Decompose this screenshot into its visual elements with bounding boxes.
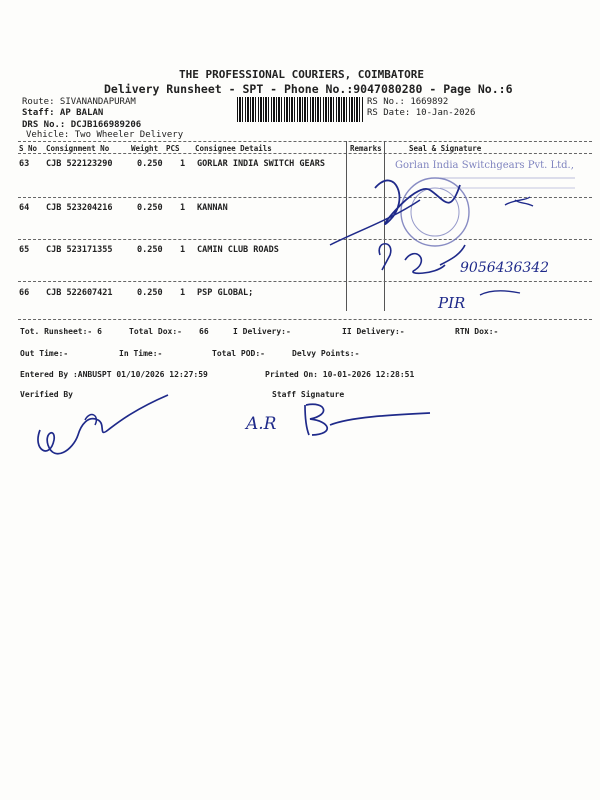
in-time: In Time:- (119, 349, 163, 358)
col-seal: Seal & Signature (409, 144, 482, 153)
rs-number: RS No.: 1669892 (367, 97, 449, 107)
runsheet-subtitle: Delivery Runsheet - SPT - Phone No.:9047080280 - Page No.:6 (104, 82, 513, 96)
receiver-signature-marks (320, 160, 590, 320)
vehicle-label: Vehicle: Two Wheeler Delivery (26, 130, 184, 140)
row-consignee: KANNAN (197, 203, 228, 213)
route-label: Route: SIVANANDAPURAM (22, 97, 136, 107)
staff-label: Staff: AP BALAN (22, 108, 104, 118)
row-sno: 66 (19, 288, 30, 298)
row-consignment: CJB 523204216 (46, 203, 113, 213)
col-weight: Weight (131, 144, 159, 153)
staff-initials: A.R (246, 414, 277, 434)
col-pcs: PCS (166, 144, 180, 153)
delvy-points: Delvy Points:- (292, 349, 360, 358)
rtn-dox: RTN Dox:- (455, 327, 499, 336)
staff-signature-label: Staff Signature (272, 390, 345, 399)
row-sno: 65 (19, 245, 30, 255)
tot-runsheet: Tot. Runsheet:- 6 (20, 327, 102, 336)
handwritten-phone: 9056436342 (460, 260, 550, 276)
row-weight: 0.250 (137, 288, 163, 298)
drs-number: DRS No.: DCJB166989206 (22, 120, 142, 130)
col-sno: S No (19, 144, 38, 153)
i-delivery: I Delivery:- (233, 327, 291, 336)
out-time: Out Time:- (20, 349, 69, 358)
barcode (237, 97, 364, 122)
col-remarks: Remarks (350, 144, 382, 153)
row-consignment: CJB 523171355 (46, 245, 113, 255)
row-pcs: 1 (180, 245, 186, 255)
row-weight: 0.250 (137, 159, 163, 169)
stamp-company-line: Gorlan India Switchgears Pvt. Ltd., (395, 160, 574, 171)
row-pcs: 1 (180, 288, 186, 298)
table-top-rule (18, 141, 592, 142)
col-consignee: Consignee Details (195, 144, 272, 153)
row-consignee: PSP GLOBAL; (197, 288, 254, 298)
row-consignee: GORLAR INDIA SWITCH GEARS (197, 159, 325, 169)
verified-by-label: Verified By (20, 390, 73, 399)
row-weight: 0.250 (137, 203, 163, 213)
row-weight: 0.250 (137, 245, 163, 255)
total-dox-label: Total Dox:- (129, 327, 182, 336)
row-consignment: CJB 522607421 (46, 288, 113, 298)
row-consignee: CAMIN CLUB ROADS (197, 245, 279, 255)
total-pod: Total POD:- (212, 349, 265, 358)
total-dox-value: 66 (199, 327, 209, 336)
ii-delivery: II Delivery:- (342, 327, 405, 336)
staff-signature (240, 395, 440, 445)
row-sno: 64 (19, 203, 30, 213)
handwritten-pr-note: PIR (438, 294, 466, 312)
row-sno: 63 (19, 159, 30, 169)
row-consignment: CJB 522123290 (46, 159, 113, 169)
company-title: THE PROFESSIONAL COURIERS, COIMBATORE (179, 68, 425, 81)
row-pcs: 1 (180, 159, 186, 169)
entered-by: Entered By :ANBUSPT 01/10/2026 12:27:59 (20, 370, 208, 379)
printed-on: Printed On: 10-01-2026 12:28:51 (265, 370, 415, 379)
row-pcs: 1 (180, 203, 186, 213)
rs-date: RS Date: 10-Jan-2026 (367, 108, 476, 118)
col-consignment: Consignment No (46, 144, 110, 153)
verified-by-signature (25, 380, 185, 470)
